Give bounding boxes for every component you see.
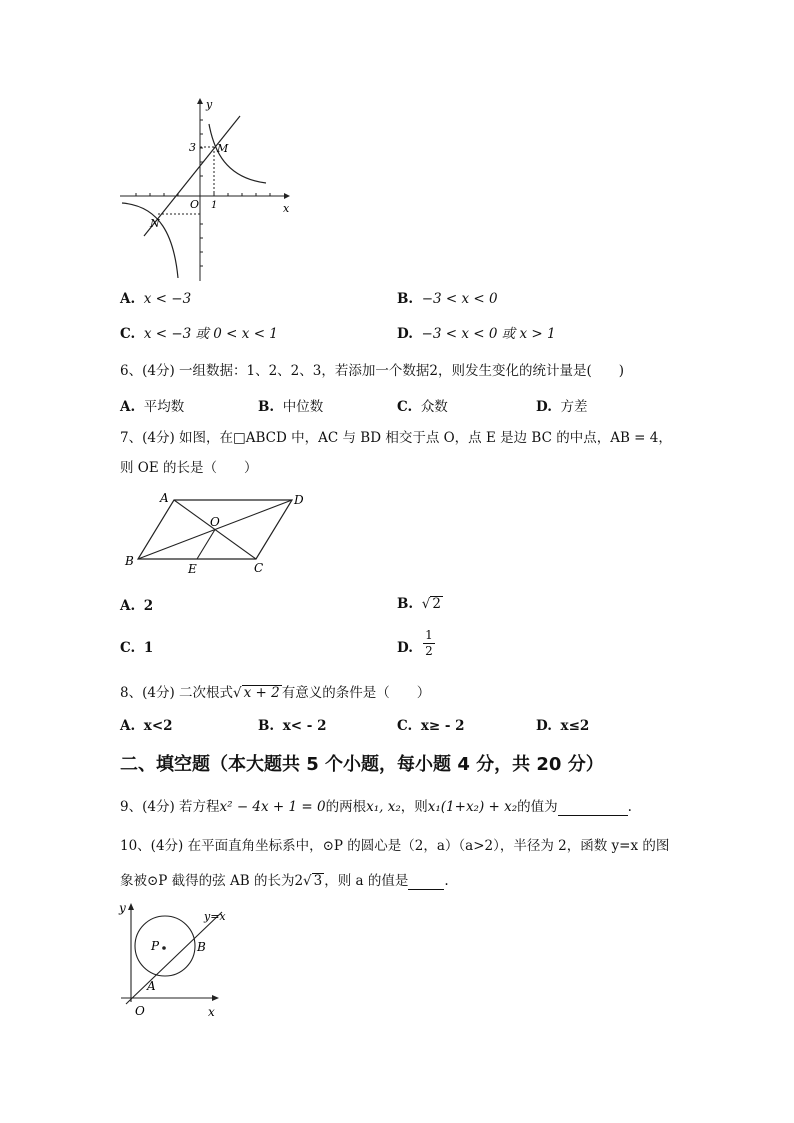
q10-answer-blank[interactable] xyxy=(408,873,444,890)
sqrt-sign: √ xyxy=(303,873,312,889)
q9-equation: x² − 4x + 1 = 0 xyxy=(219,799,326,815)
q5-option-c[interactable] xyxy=(120,322,278,342)
point-B: B xyxy=(125,554,134,568)
point-D: D xyxy=(294,493,304,507)
q7-option-b[interactable] xyxy=(397,596,443,612)
option-text: 众数 xyxy=(420,399,448,415)
option-text: −3 < x < 0 或 x > 1 xyxy=(421,326,556,342)
q9-mid: 的两根 xyxy=(325,799,367,815)
q9-expression: x₁(1+x₂) + x₂ xyxy=(427,799,518,815)
option-letter: B. xyxy=(258,718,275,734)
q6-option-c[interactable] xyxy=(397,395,448,415)
y-axis-label: y xyxy=(119,901,126,915)
M-label: M xyxy=(217,142,229,155)
q7-stem-line2: 则 OE 的长是（ ） xyxy=(120,460,258,476)
option-letter: D. xyxy=(536,718,552,734)
q9-comma: ，则 xyxy=(400,799,428,815)
q9-roots: x₁, x₂ xyxy=(366,799,401,815)
q10-line2-pre: 象被⊙P 截得的弦 AB 的长为 xyxy=(120,873,295,889)
q7-option-c[interactable] xyxy=(120,640,153,656)
q6-option-a[interactable] xyxy=(120,395,184,415)
q8-option-c[interactable] xyxy=(397,718,465,734)
option-letter: B. xyxy=(258,399,275,415)
option-letter: C. xyxy=(397,399,413,415)
option-text: x < −3 xyxy=(143,291,192,307)
option-text: 1 xyxy=(143,640,154,656)
one-label: 1 xyxy=(211,200,218,211)
point-label-A: A xyxy=(147,979,156,993)
q5-option-b[interactable] xyxy=(397,291,498,307)
line-y-equals-x xyxy=(126,912,222,1004)
x-axis-arrow xyxy=(284,193,290,199)
q7-option-a[interactable] xyxy=(120,598,153,614)
option-letter: B. xyxy=(397,291,414,307)
line-label: y=x xyxy=(204,910,226,923)
q10-end: . xyxy=(444,873,449,889)
option-text: −3 < x < 0 xyxy=(421,291,498,307)
q5-function-graph xyxy=(116,96,296,286)
q8-stem-post: 有意义的条件是（ ） xyxy=(281,685,431,701)
sqrt-sign: √ xyxy=(233,685,242,701)
q10-stem-line2 xyxy=(120,869,449,890)
option-letter: B. xyxy=(397,596,414,612)
center-point-p xyxy=(162,946,166,950)
option-letter: A. xyxy=(120,718,136,734)
three-label: 3 xyxy=(189,141,196,154)
q5-option-d[interactable] xyxy=(397,322,556,342)
q8-option-b[interactable] xyxy=(258,718,326,734)
q10-coef: 2 xyxy=(294,873,304,889)
q9-post: 的值为 xyxy=(517,799,558,815)
q8-option-d[interactable] xyxy=(536,718,589,734)
option-text: x<2 xyxy=(143,718,173,734)
option-text: 中位数 xyxy=(282,399,324,415)
option-text: 2 xyxy=(143,598,154,614)
q6-stem: 6、(4分) 一组数据：1、2、2、3，若添加一个数据2，则发生变化的统计量是( ) xyxy=(120,363,624,379)
option-letter: A. xyxy=(120,598,136,614)
q10-radicand: 3 xyxy=(313,873,323,889)
option-letter: A. xyxy=(120,291,136,307)
q7-parallelogram-figure xyxy=(120,488,320,578)
option-text: 2 xyxy=(432,596,441,612)
q10-circle-figure xyxy=(116,898,236,1022)
q8-stem xyxy=(120,681,430,701)
q10-line2-post: ，则 a 的值是 xyxy=(324,873,409,889)
y-label: y xyxy=(206,98,213,111)
x-axis-label: x xyxy=(208,1005,215,1019)
option-letter: C. xyxy=(120,640,136,656)
origin-label-O: O xyxy=(135,1004,145,1018)
point-A: A xyxy=(160,491,169,505)
fraction-numerator: 1 xyxy=(425,628,433,642)
q5-option-a[interactable] xyxy=(120,291,191,307)
dotted-guides xyxy=(158,147,214,214)
N-label: N xyxy=(150,217,160,230)
point-C: C xyxy=(254,561,264,575)
option-letter: C. xyxy=(397,718,413,734)
x-label: x xyxy=(283,202,290,215)
center-label-P: P xyxy=(151,939,160,953)
option-letter: C. xyxy=(120,326,136,342)
q8-stem-pre: 8、(4分) 二次根式 xyxy=(120,685,234,701)
q10-stem-line1: 10、(4分) 在平面直角坐标系中，⊙P 的圆心是（2，a）（a>2），半径为 2，函数 y=x 的图 xyxy=(120,838,670,854)
point-O: O xyxy=(210,515,220,529)
option-text: x≥ - 2 xyxy=(420,718,465,734)
hyperbola-branch-left xyxy=(122,203,178,278)
q9-stem xyxy=(120,795,632,816)
q9-answer-blank[interactable] xyxy=(558,799,628,816)
option-text: 方差 xyxy=(560,399,588,415)
q8-option-a[interactable] xyxy=(120,718,173,734)
fraction-denominator: 2 xyxy=(423,643,435,659)
y-axis-arrow xyxy=(128,903,134,910)
q7-stem-line1: 7、(4分) 如图，在□ABCD 中，AC 与 BD 相交于点 O，点 E 是边 BC 的中点，AB = 4， xyxy=(120,430,672,446)
option-text: x≤2 xyxy=(560,718,590,734)
option-letter: D. xyxy=(397,326,413,342)
option-letter: D. xyxy=(536,399,552,415)
option-text: x < −3 或 0 < x < 1 xyxy=(143,326,278,342)
q9-end: . xyxy=(627,799,632,815)
option-text: x< - 2 xyxy=(282,718,327,734)
q8-radicand: x + 2 xyxy=(243,685,280,701)
x-axis-arrow xyxy=(212,995,219,1001)
point-E: E xyxy=(188,562,197,576)
q9-pre: 9、(4分) 若方程 xyxy=(120,799,220,815)
point-label-B: B xyxy=(197,940,206,954)
option-letter: D. xyxy=(397,640,413,656)
option-letter: A. xyxy=(120,399,136,415)
segment-oe xyxy=(197,530,215,560)
q6-option-d[interactable] xyxy=(536,395,588,415)
q6-option-b[interactable] xyxy=(258,395,323,415)
section-title-fill-in: 二、填空题（本大题共 5 个小题，每小题 4 分，共 20 分） xyxy=(120,754,604,775)
y-axis-arrow xyxy=(197,98,203,104)
O-label: O xyxy=(190,198,200,211)
sqrt-sign: √ xyxy=(421,596,431,612)
q7-option-d[interactable] xyxy=(397,640,413,656)
fraction-one-half xyxy=(423,628,435,659)
option-text: 平均数 xyxy=(143,399,185,415)
